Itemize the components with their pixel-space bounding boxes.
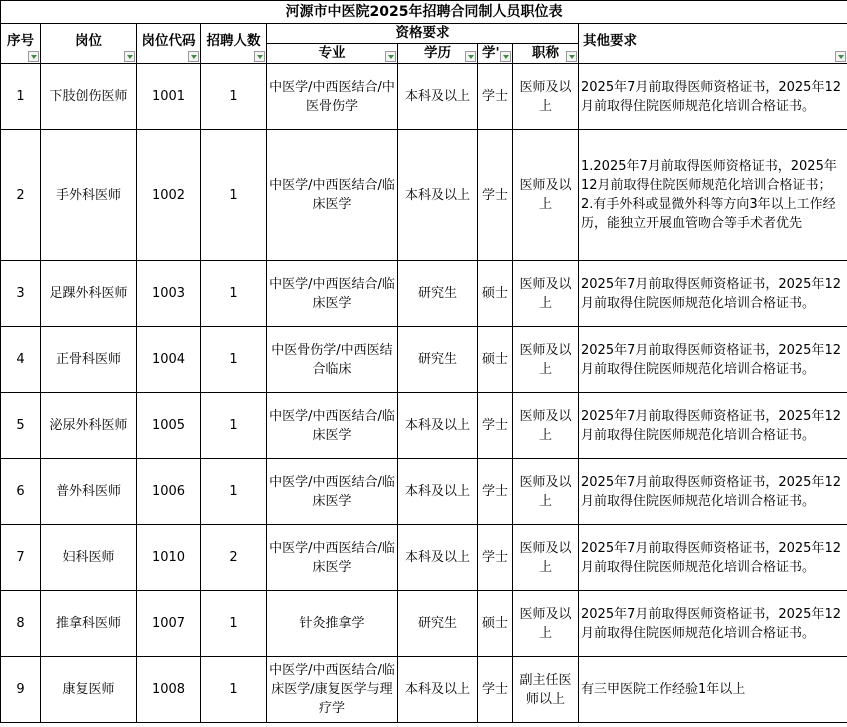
cell-major[interactable]: 中医学/中西医结合/临床医学	[267, 393, 398, 459]
cell-post[interactable]: 康复医师	[41, 657, 137, 723]
cell-post[interactable]: 手外科医师	[41, 130, 137, 261]
col-header-degree	[478, 44, 513, 64]
cell-count[interactable]: 1	[201, 393, 267, 459]
cell-major[interactable]: 中医学/中西医结合/中医骨伤学	[267, 64, 398, 130]
cell-degree[interactable]: 硕士	[478, 327, 513, 393]
table-row	[1, 327, 847, 393]
cell-seq[interactable]: 4	[1, 327, 41, 393]
cell-major[interactable]: 中医学/中西医结合/临床医学	[267, 459, 398, 525]
cell-other[interactable]: 2025年7月前取得医师资格证书，2025年12月前取得住院医师规范化培训合格证书。	[579, 327, 847, 393]
cell-degree[interactable]: 学士	[478, 459, 513, 525]
table-row	[1, 64, 847, 130]
col-header-label: 其他要求	[583, 33, 637, 49]
cell-major[interactable]: 中医学/中西医结合/临床医学	[267, 525, 398, 591]
cell-count[interactable]: 1	[201, 459, 267, 525]
cell-count[interactable]: 1	[201, 64, 267, 130]
table-row	[1, 525, 847, 591]
cell-post[interactable]: 普外科医师	[41, 459, 137, 525]
cell-count[interactable]: 1	[201, 327, 267, 393]
cell-post[interactable]: 推拿科医师	[41, 591, 137, 657]
filter-dropdown-icon[interactable]	[835, 51, 846, 62]
cell-code[interactable]: 1006	[137, 459, 201, 525]
col-header-education	[398, 44, 478, 64]
table-row	[1, 591, 847, 657]
cell-seq[interactable]: 1	[1, 64, 41, 130]
cell-code[interactable]: 1003	[137, 261, 201, 327]
cell-count[interactable]: 2	[201, 525, 267, 591]
cell-education[interactable]: 研究生	[398, 591, 478, 657]
cell-other[interactable]: 2025年7月前取得医师资格证书，2025年12月前取得住院医师规范化培训合格证书。	[579, 459, 847, 525]
col-header-label: 学历	[424, 45, 451, 61]
cell-education[interactable]: 本科及以上	[398, 64, 478, 130]
col-header-post	[41, 24, 137, 64]
filter-dropdown-icon[interactable]	[465, 51, 476, 62]
cell-code[interactable]: 1005	[137, 393, 201, 459]
cell-seq[interactable]: 8	[1, 591, 41, 657]
cell-degree[interactable]: 学士	[478, 393, 513, 459]
cell-post[interactable]: 下肢创伤医师	[41, 64, 137, 130]
cell-post[interactable]: 足踝外科医师	[41, 261, 137, 327]
table-row	[1, 459, 847, 525]
table-row	[1, 261, 847, 327]
col-header-count	[201, 24, 267, 64]
filter-dropdown-icon[interactable]	[566, 51, 577, 62]
cell-education[interactable]: 本科及以上	[398, 459, 478, 525]
filter-dropdown-icon[interactable]	[188, 51, 199, 62]
cell-code[interactable]: 1004	[137, 327, 201, 393]
cell-title[interactable]: 医师及以上	[513, 64, 579, 130]
cell-seq[interactable]: 6	[1, 459, 41, 525]
col-header-label: 学'	[482, 45, 500, 61]
filter-dropdown-icon[interactable]	[28, 51, 39, 62]
cell-title[interactable]: 副主任医师以上	[513, 657, 579, 723]
cell-code[interactable]: 1001	[137, 64, 201, 130]
cell-major[interactable]: 中医学/中西医结合/临床医学	[267, 130, 398, 261]
col-header-other	[579, 24, 847, 64]
cell-seq[interactable]: 9	[1, 657, 41, 723]
cell-other[interactable]: 1.2025年7月前取得医师资格证书，2025年12月前取得住院医师规范化培训合格证书； 2.有手外科或显微外科等方向3年以上工作经历，能独立开展血管吻合等手术者优先	[579, 130, 847, 261]
table-row	[1, 130, 847, 261]
table-row	[1, 657, 847, 723]
cell-count[interactable]: 1	[201, 657, 267, 723]
cell-count[interactable]: 1	[201, 130, 267, 261]
cell-title[interactable]: 医师及以上	[513, 130, 579, 261]
col-header-label: 岗位	[75, 33, 102, 49]
table-row	[1, 393, 847, 459]
cell-seq[interactable]: 2	[1, 130, 41, 261]
filter-dropdown-icon[interactable]	[385, 51, 396, 62]
cell-degree[interactable]: 学士	[478, 657, 513, 723]
filter-dropdown-icon[interactable]	[500, 51, 511, 62]
col-header-qualifications	[267, 24, 579, 44]
cell-major[interactable]: 针灸推拿学	[267, 591, 398, 657]
cell-code[interactable]: 1010	[137, 525, 201, 591]
col-header-label: 序号	[7, 33, 34, 49]
col-header-code	[137, 24, 201, 64]
cell-post[interactable]: 妇科医师	[41, 525, 137, 591]
cell-education[interactable]: 本科及以上	[398, 130, 478, 261]
cell-title[interactable]: 医师及以上	[513, 327, 579, 393]
cell-degree[interactable]: 硕士	[478, 591, 513, 657]
cell-education[interactable]: 研究生	[398, 327, 478, 393]
cell-major[interactable]: 中医学/中西医结合/临床医学	[267, 261, 398, 327]
cell-title[interactable]: 医师及以上	[513, 525, 579, 591]
cell-code[interactable]: 1002	[137, 130, 201, 261]
col-header-title	[513, 44, 579, 64]
cell-major[interactable]: 中医学/中西医结合/临床医学/康复医学与理疗学	[267, 657, 398, 723]
cell-post[interactable]: 正骨科医师	[41, 327, 137, 393]
cell-code[interactable]: 1007	[137, 591, 201, 657]
cell-title[interactable]: 医师及以上	[513, 459, 579, 525]
cell-title[interactable]: 医师及以上	[513, 591, 579, 657]
cell-seq[interactable]: 5	[1, 393, 41, 459]
col-header-seq	[1, 24, 41, 64]
cell-seq[interactable]: 3	[1, 261, 41, 327]
filter-dropdown-icon[interactable]	[124, 51, 135, 62]
cell-other[interactable]: 2025年7月前取得医师资格证书，2025年12月前取得住院医师规范化培训合格证书。	[579, 393, 847, 459]
cell-degree[interactable]: 学士	[478, 525, 513, 591]
cell-count[interactable]: 1	[201, 261, 267, 327]
cell-education[interactable]: 本科及以上	[398, 657, 478, 723]
cell-post[interactable]: 泌尿外科医师	[41, 393, 137, 459]
filter-dropdown-icon[interactable]	[254, 51, 265, 62]
cell-other[interactable]: 2025年7月前取得医师资格证书，2025年12月前取得住院医师规范化培训合格证书。	[579, 261, 847, 327]
cell-education[interactable]: 本科及以上	[398, 393, 478, 459]
cell-title[interactable]: 医师及以上	[513, 261, 579, 327]
col-header-label: 招聘人数	[206, 33, 261, 49]
cell-degree[interactable]: 硕士	[478, 261, 513, 327]
cell-other[interactable]: 有三甲医院工作经验1年以上	[579, 657, 847, 723]
cell-other[interactable]: 2025年7月前取得医师资格证书，2025年12月前取得住院医师规范化培训合格证书。	[579, 591, 847, 657]
cell-other[interactable]: 2025年7月前取得医师资格证书，2025年12月前取得住院医师规范化培训合格证书。	[579, 525, 847, 591]
col-header-label: 资格要求	[395, 25, 450, 41]
col-header-label: 职称	[532, 45, 559, 61]
cell-degree[interactable]: 学士	[478, 130, 513, 261]
cell-education[interactable]: 本科及以上	[398, 525, 478, 591]
cell-major[interactable]: 中医骨伤学/中西医结合临床	[267, 327, 398, 393]
cell-seq[interactable]: 7	[1, 525, 41, 591]
cell-count[interactable]: 1	[201, 591, 267, 657]
cell-other[interactable]: 2025年7月前取得医师资格证书，2025年12月前取得住院医师规范化培训合格证书。	[579, 64, 847, 130]
table-title: 河源市中医院2025年招聘合同制人员职位表	[1, 1, 847, 24]
cell-degree[interactable]: 学士	[478, 64, 513, 130]
col-header-label: 岗位代码	[141, 33, 196, 49]
cell-title[interactable]: 医师及以上	[513, 393, 579, 459]
cell-education[interactable]: 研究生	[398, 261, 478, 327]
col-header-major	[267, 44, 398, 64]
cell-code[interactable]: 1008	[137, 657, 201, 723]
table-body	[1, 64, 847, 723]
col-header-label: 专业	[318, 45, 346, 61]
